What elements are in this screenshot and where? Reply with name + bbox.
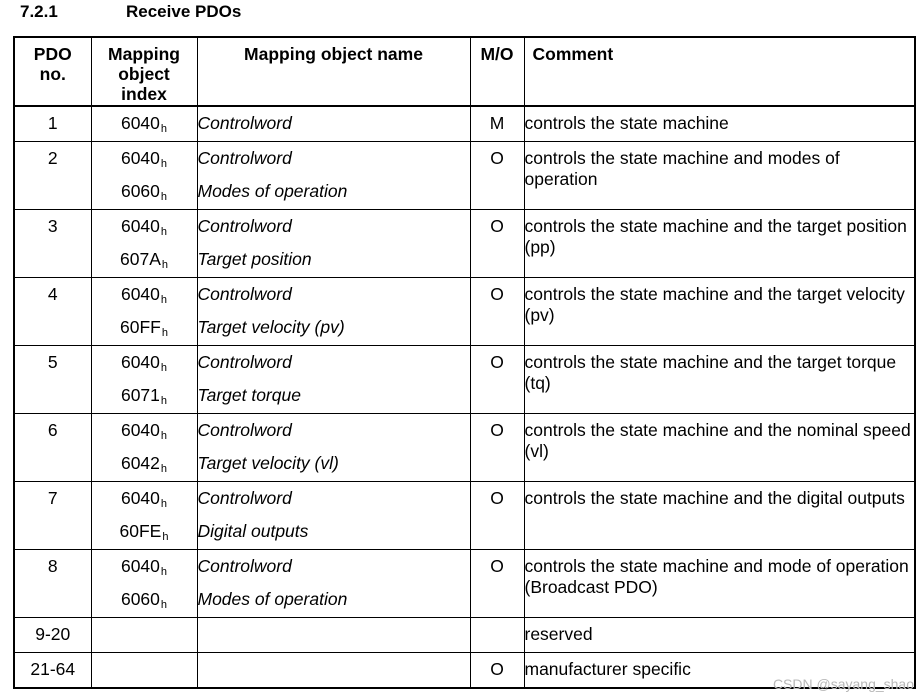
- mapping-object-name: Controlword: [197, 488, 292, 508]
- section-number: 7.2.1: [20, 2, 58, 21]
- comment-cell: [524, 482, 915, 550]
- comment-text: controls the state machine and the target velocity (pv): [524, 284, 905, 325]
- mapping-name-cell: [197, 210, 470, 278]
- table-row: [14, 618, 915, 653]
- comment-cell: [524, 550, 915, 618]
- pdo-number: 5: [47, 352, 58, 372]
- header-mapping-index: Mapping object index: [91, 37, 197, 106]
- mapping-index: [92, 346, 197, 379]
- table-row: [14, 142, 915, 210]
- mapping-object-name: Controlword: [197, 420, 292, 440]
- mapping-index-value: 6071: [120, 385, 160, 405]
- pdo-number-cell: [14, 106, 91, 142]
- mo-value: O: [490, 148, 504, 168]
- pdo-number: 9-20: [35, 624, 71, 644]
- mapping-index-cell: [91, 482, 197, 550]
- mapping-index: [92, 243, 197, 276]
- mo-value: O: [490, 216, 504, 236]
- header-mo: M/O: [470, 37, 524, 106]
- mapping-index-cell: [91, 653, 197, 689]
- mapping-index-cell: [91, 414, 197, 482]
- hex-suffix: h: [160, 226, 168, 238]
- pdo-number: 8: [47, 556, 58, 576]
- mapping-object-name: Controlword: [197, 556, 292, 576]
- mapping-name-cell: [197, 618, 470, 653]
- mapping-index-cell: [91, 210, 197, 278]
- pdo-number: 3: [47, 216, 58, 236]
- mo-value: O: [490, 352, 504, 372]
- comment-cell: [524, 278, 915, 346]
- mapping-name-cell: [197, 414, 470, 482]
- mapping-object-name: Controlword: [197, 216, 292, 236]
- mapping-object-name: Digital outputs: [197, 521, 309, 541]
- table-row: [14, 414, 915, 482]
- mo-value: [471, 618, 524, 651]
- mapping-index: [92, 142, 197, 175]
- pdo-number-cell: [14, 550, 91, 618]
- comment-cell: [524, 210, 915, 278]
- table-row: [14, 346, 915, 414]
- comment-text: controls the state machine and modes of operation: [524, 148, 840, 189]
- mapping-index: [92, 515, 197, 548]
- mapping-index-cell: [91, 618, 197, 653]
- hex-suffix: h: [161, 327, 168, 339]
- mapping-index-value: 6040: [120, 556, 160, 576]
- mapping-object-name: Controlword: [197, 352, 292, 372]
- mapping-index-value: 6042: [120, 453, 160, 473]
- receive-pdo-table: [13, 36, 916, 689]
- header-pdo-no: PDO no.: [14, 37, 91, 106]
- table-row: [14, 106, 915, 142]
- mapping-index-cell: [91, 550, 197, 618]
- pdo-number-cell: [14, 618, 91, 653]
- mapping-index-value: 60FE: [119, 521, 162, 541]
- comment-text: controls the state machine and the target torque (tq): [524, 352, 897, 393]
- comment-text: manufacturer specific: [524, 659, 691, 679]
- pdo-number-cell: [14, 414, 91, 482]
- mo-cell: [470, 482, 524, 550]
- mo-value: O: [490, 659, 504, 679]
- pdo-number: 4: [47, 284, 58, 304]
- comment-cell: [524, 618, 915, 653]
- comment-text: controls the state machine: [524, 113, 729, 133]
- table-row: [14, 278, 915, 346]
- hex-suffix: h: [160, 566, 168, 578]
- mapping-index-cell: [91, 106, 197, 142]
- mapping-index-value: 6060: [120, 181, 160, 201]
- mapping-index-value: 607A: [120, 249, 161, 269]
- mapping-index: [92, 447, 197, 480]
- comment-text: controls the state machine and mode of operation (Broadcast PDO): [524, 556, 909, 597]
- table-body: [14, 106, 915, 688]
- mapping-index: [92, 175, 197, 208]
- pdo-number-cell: [14, 482, 91, 550]
- pdo-number: 7: [47, 488, 58, 508]
- mapping-index-value: 6060: [120, 589, 160, 609]
- mo-value: O: [490, 420, 504, 440]
- mapping-index-value: 6040: [120, 284, 160, 304]
- mo-value: O: [490, 488, 504, 508]
- mapping-index-cell: [91, 346, 197, 414]
- comment-text: controls the state machine and the nominal speed (vl): [524, 420, 911, 461]
- mapping-name-cell: [197, 106, 470, 142]
- hex-suffix: h: [160, 294, 168, 306]
- hex-suffix: h: [160, 123, 168, 135]
- hex-suffix: h: [160, 362, 168, 374]
- mapping-object-name: Modes of operation: [197, 589, 348, 609]
- mapping-object-name: Controlword: [197, 148, 292, 168]
- mo-cell: [470, 142, 524, 210]
- mapping-object-name: Target position: [197, 249, 312, 269]
- mapping-index: [92, 311, 197, 344]
- mapping-index: [92, 379, 197, 412]
- comment-text: controls the state machine and the target position (pp): [524, 216, 907, 257]
- mapping-index-value: 6040: [120, 148, 160, 168]
- mapping-index: [92, 482, 197, 515]
- comment-cell: [524, 106, 915, 142]
- mo-cell: [470, 106, 524, 142]
- comment-text: controls the state machine and the digital outputs: [524, 488, 905, 508]
- hex-suffix: h: [160, 498, 168, 510]
- comment-cell: [524, 414, 915, 482]
- mapping-index: [92, 414, 197, 447]
- mo-cell: [470, 618, 524, 653]
- comment-cell: [524, 346, 915, 414]
- pdo-number-cell: [14, 210, 91, 278]
- mapping-name-cell: [197, 142, 470, 210]
- mo-value: M: [489, 113, 505, 133]
- mapping-index-value: 6040: [120, 420, 160, 440]
- table-row: [14, 210, 915, 278]
- pdo-number-cell: [14, 346, 91, 414]
- mapping-index-cell: [91, 278, 197, 346]
- comment-text: reserved: [524, 624, 593, 644]
- mo-cell: [470, 346, 524, 414]
- mapping-name-cell: [197, 550, 470, 618]
- section-heading: [20, 2, 241, 22]
- mapping-object-name: Controlword: [197, 284, 292, 304]
- hex-suffix: h: [160, 599, 168, 611]
- mapping-object-name: Target velocity (vl): [197, 453, 339, 473]
- hex-suffix: h: [160, 395, 168, 407]
- mapping-index: [92, 583, 197, 616]
- mapping-index-cell: [91, 142, 197, 210]
- mapping-index: [92, 210, 197, 243]
- watermark: CSDN @sayang_shao: [772, 676, 914, 692]
- mo-cell: [470, 550, 524, 618]
- mo-value: O: [490, 284, 504, 304]
- pdo-number: 21-64: [30, 659, 76, 679]
- pdo-number: 1: [47, 113, 58, 133]
- mapping-index-value: 6040: [120, 352, 160, 372]
- pdo-number: 6: [47, 420, 58, 440]
- hex-suffix: h: [160, 158, 168, 170]
- pdo-number-cell: [14, 653, 91, 689]
- header-mapping-name: Mapping object name: [197, 37, 470, 106]
- mo-value: O: [490, 556, 504, 576]
- hex-suffix: h: [160, 191, 168, 203]
- mapping-index-value: 6040: [120, 488, 160, 508]
- pdo-number-cell: [14, 278, 91, 346]
- mapping-name-cell: [197, 653, 470, 689]
- mo-cell: [470, 653, 524, 689]
- hex-suffix: h: [162, 531, 169, 543]
- pdo-number-cell: [14, 142, 91, 210]
- table-header-row: [14, 37, 915, 106]
- section-title: Receive PDOs: [126, 2, 242, 21]
- mapping-object-name: Target velocity (pv): [197, 317, 345, 337]
- mapping-object-name: Controlword: [197, 113, 292, 133]
- mo-cell: [470, 414, 524, 482]
- hex-suffix: h: [160, 430, 168, 442]
- mapping-object-name: Modes of operation: [197, 181, 348, 201]
- header-comment: Comment: [524, 37, 915, 106]
- mapping-index-value: 6040: [120, 113, 160, 133]
- mo-cell: [470, 210, 524, 278]
- mapping-index: [92, 107, 197, 140]
- mapping-index-value: 6040: [120, 216, 160, 236]
- hex-suffix: h: [160, 463, 168, 475]
- comment-cell: [524, 142, 915, 210]
- mapping-index: [92, 550, 197, 583]
- hex-suffix: h: [161, 259, 168, 271]
- mo-cell: [470, 278, 524, 346]
- mapping-index: [92, 278, 197, 311]
- mapping-name-cell: [197, 346, 470, 414]
- mapping-index-value: 60FF: [120, 317, 161, 337]
- table-row: [14, 550, 915, 618]
- table-row: [14, 482, 915, 550]
- pdo-number: 2: [47, 148, 58, 168]
- mapping-name-cell: [197, 278, 470, 346]
- mapping-name-cell: [197, 482, 470, 550]
- mapping-object-name: Target torque: [197, 385, 301, 405]
